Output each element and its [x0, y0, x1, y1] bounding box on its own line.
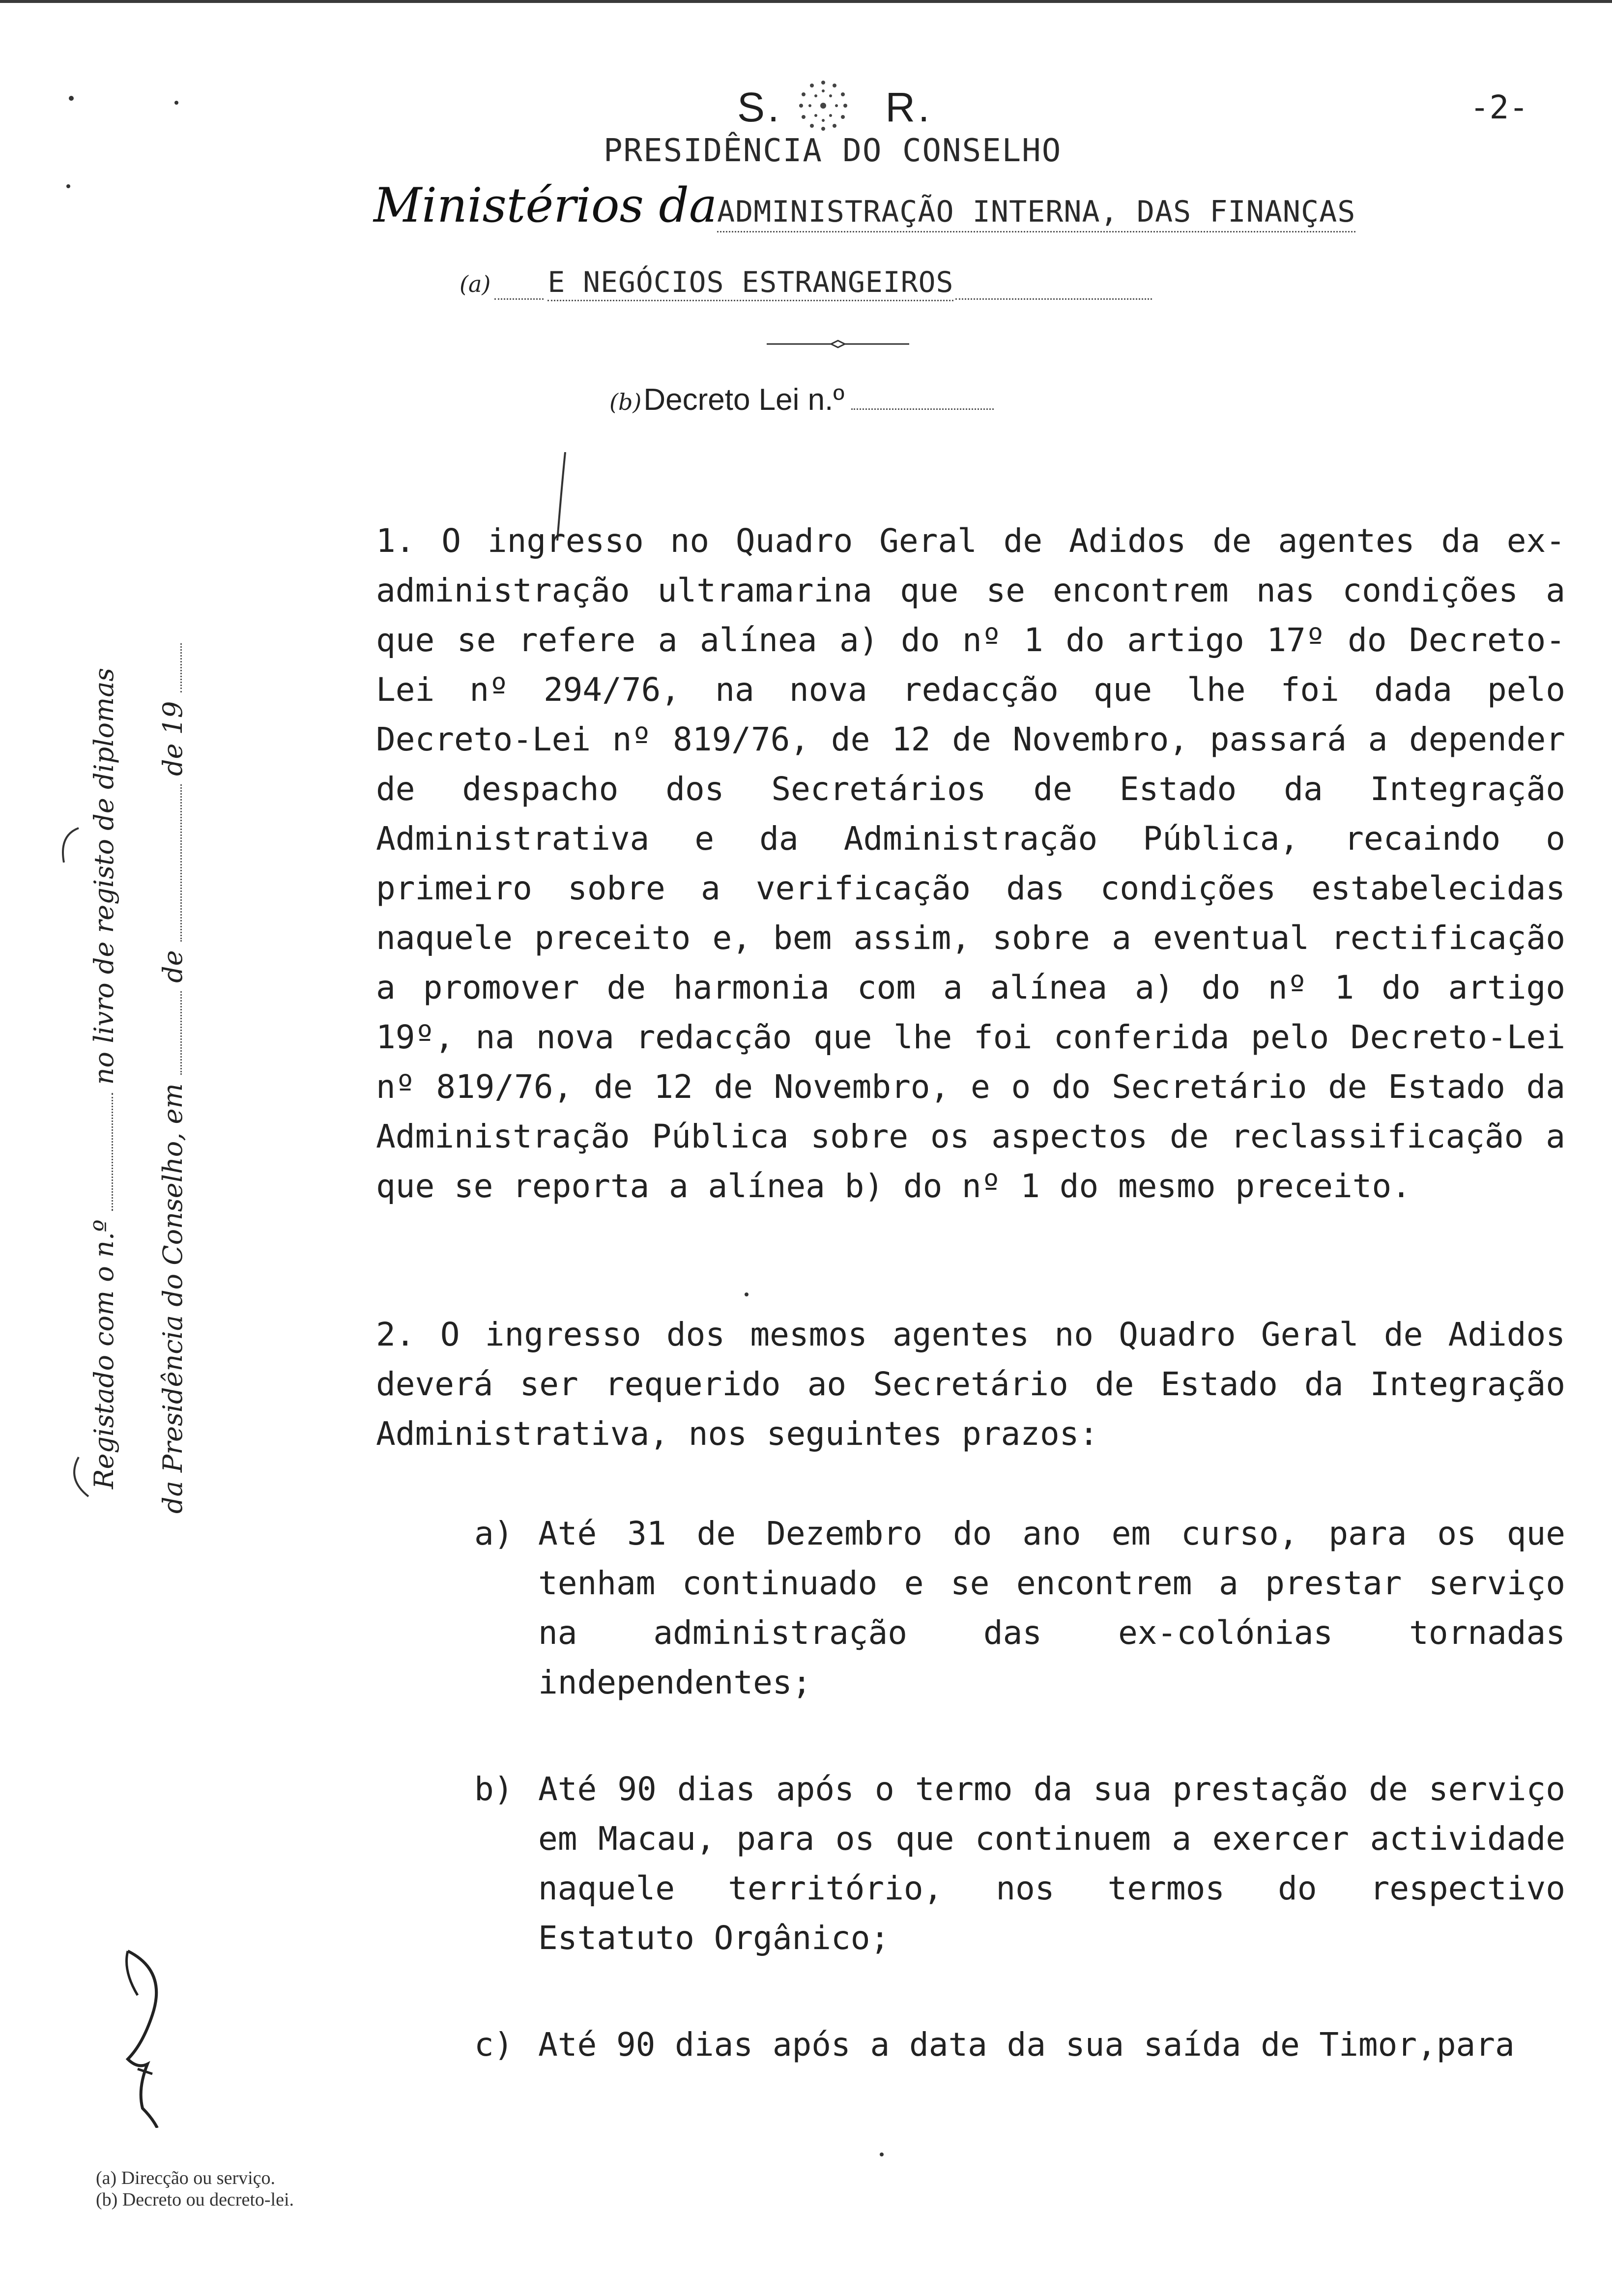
item-text: Até 31 de Dezembro do ano em curso, para os que tenham continuado e se encontrem a prestar serviço na administração das ex-colónias tornadas independentes; [538, 1515, 1565, 1701]
footnote-mark-b: (b) [609, 389, 642, 415]
item-label: c) [474, 2026, 514, 2064]
item-label: b) [474, 1770, 514, 1808]
list-item [474, 1509, 1565, 1707]
page-number: -2- [1469, 88, 1528, 126]
footnote-b-text: Decreto ou decreto-lei. [122, 2189, 294, 2210]
registration-margin-line-2 [157, 643, 188, 1514]
ministries-line [374, 178, 1355, 233]
decree-number-line [609, 382, 994, 417]
dotted-fill [180, 643, 182, 692]
ministries-prefix: Ministérios da [374, 178, 718, 233]
footnote-a [96, 2167, 294, 2189]
ministries-typed: ADMINISTRAÇÃO INTERNA, DAS FINANÇAS [717, 195, 1355, 232]
presidencia-title: PRESIDÊNCIA DO CONSELHO [604, 133, 1062, 169]
paragraph-1: 1. O ingresso no Quadro Geral de Adidos de agentes da ex-administração ultramarina que se encontrem nas condições a que se refere a alínea a) do nº 1 do artigo 17º do Decreto-Lei nº 294/76, na nova redacção que lhe foi dada pelo Decreto-Lei nº 819/76, de 12 de Novembro, passará a depender de despacho dos Secretários de Estado da Integração Administrativa e da Administração Pública, recaindo o primeiro sobre a verificação das condições estabelecidas naquele preceito e, bem assim, sobre a eventual rectificação a promover de harmonia com a alínea a) do nº 1 do artigo 19º, na nova redacção que lhe foi conferida pelo Decreto-Lei nº 819/76, de 12 de Novembro, e o do Secretário de Estado da Administração Pública sobre os aspectos de reclassificação a que se reporta a alínea b) do nº 1 do mesmo preceito. [376, 522, 1565, 1205]
registration-de: de [157, 950, 188, 983]
dotted-fill [955, 298, 1152, 300]
ornamental-divider [767, 339, 909, 349]
registration-book: no livro de registo de diplomas [88, 667, 119, 1085]
dotted-fill [112, 1093, 113, 1211]
paper-speck [174, 101, 178, 105]
margin-bracket-icon [54, 826, 84, 865]
top-border-rule [0, 0, 1612, 3]
initial-s: S. [737, 84, 782, 130]
footnote-mark-a: (a) [460, 271, 491, 297]
dotted-fill [180, 784, 182, 942]
paper-speck [69, 96, 74, 101]
registration-year: de 19 [157, 701, 188, 776]
footnote-b [96, 2189, 294, 2210]
paper-speck [880, 2152, 884, 2156]
paper-speck [66, 184, 70, 188]
department-line [460, 265, 1152, 300]
footnote-b-mark: (b) [96, 2189, 118, 2210]
handwritten-signature [108, 1941, 197, 2128]
footnotes [96, 2167, 294, 2210]
footnote-a-mark: (a) [96, 2168, 117, 2188]
initial-r: R. [885, 84, 933, 130]
item-label: a) [474, 1515, 514, 1552]
dotted-fill [494, 298, 544, 300]
registration-margin-line-1 [88, 668, 119, 1489]
coat-of-arms-icon [786, 69, 860, 143]
department-typed: E NEGÓCIOS ESTRANGEIROS [547, 265, 953, 301]
list-item [474, 2020, 1565, 2069]
margin-bracket-icon [64, 1455, 93, 1499]
dotted-fill [180, 991, 182, 1075]
list-item [474, 1764, 1565, 1963]
dotted-fill [851, 408, 994, 410]
item-text: Até 90 dias após a data da sua saída de Timor,para [538, 2026, 1515, 2064]
decree-label: Decreto Lei n.º [643, 383, 844, 417]
item-text: Até 90 dias após o termo da sua prestação de serviço em Macau, para os que continuem a exercer actividade naquele território, nos termos do respectivo Estatuto Orgânico; [538, 1770, 1565, 1957]
registration-prefix: Registado com o n.º [88, 1219, 119, 1489]
paragraph-2: 2. O ingresso dos mesmos agentes no Quadro Geral de Adidos deverá ser requerido ao Secretário de Estado da Integração Administrativa, nos seguintes prazos: [376, 1316, 1565, 1453]
footnote-a-text: Direcção ou serviço. [121, 2168, 276, 2188]
registration-date-prefix: da Presidência do Conselho, em [157, 1083, 188, 1514]
paper-speck [745, 1292, 748, 1296]
